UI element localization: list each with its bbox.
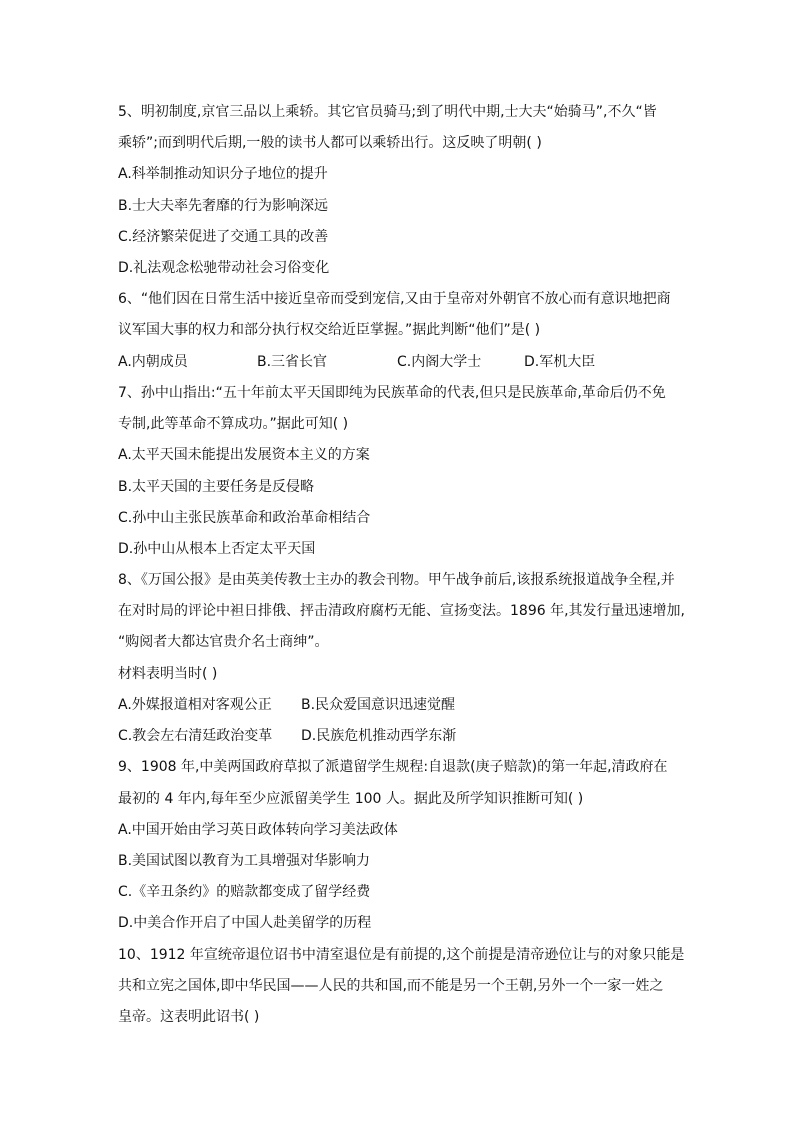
q6-option-c: C.内阁大学士 <box>397 354 482 370</box>
q5-option-d: D.礼法观念松驰带动社会习俗变化 <box>118 260 330 276</box>
q10-stem-line-3: 皇帝。这表明此诏书( ) <box>118 1009 260 1025</box>
q7-stem-line-2: 专制,此等革命不算成功。”据此可知( ) <box>118 416 349 432</box>
q8-option-d: D.民族危机推动西学东渐 <box>301 728 457 744</box>
q7-option-d: D.孙中山从根本上否定太平天国 <box>118 541 316 557</box>
q9-option-b: B.美国试图以教育为工具增强对华影响力 <box>118 853 371 869</box>
q6-option-b: B.三省长官 <box>257 354 328 370</box>
q10-stem-line-1: 10、1912 年宣统帝退位诏书中清室退位是有前提的,这个前提是清帝逊位让与的对象只能是 <box>118 947 685 963</box>
q8-stem-line-1: 8、《万国公报》是由英美传教士主办的教会刊物。甲午战争前后,该报系统报道战争全程,并 <box>118 572 675 588</box>
q6-stem-line-1: 6、“他们因在日常生活中接近皇帝而受到宠信,又由于皇帝对外朝官不放心而有意识地把商 <box>118 291 671 307</box>
q5-option-c: C.经济繁荣促进了交通工具的改善 <box>118 229 329 245</box>
q9-option-d: D.中美合作开启了中国人赴美留学的历程 <box>118 915 372 931</box>
q5-option-b: B.士大夫率先奢靡的行为影响深远 <box>118 198 329 214</box>
q7-option-b: B.太平天国的主要任务是反侵略 <box>118 479 315 495</box>
q8-option-c: C.教会左右清廷政治变革 <box>118 728 273 744</box>
q9-option-a: A.中国开始由学习英日政体转向学习美法政体 <box>118 822 398 838</box>
q9-stem-line-2: 最初的 4 年内,每年至少应派留美学生 100 人。据此及所学知识推断可知( ) <box>118 791 584 807</box>
q7-stem-line-1: 7、孙中山指出:“五十年前太平天国即纯为民族革命的代表,但只是民族革命,革命后仍不免 <box>118 385 666 401</box>
q8-option-a: A.外媒报道相对客观公正 <box>118 697 272 713</box>
q8-stem-line-3: “购阅者大都达官贵介名士商绅”。 <box>118 634 329 650</box>
q5-stem-line-1: 5、明初制度,京官三品以上乘轿。其它官员骑马;到了明代中期,士大夫“始骑马”,不久“皆 <box>118 104 657 120</box>
q7-option-c: C.孙中山主张民族革命和政治革命相结合 <box>118 510 371 526</box>
q8-stem-line-4: 材料表明当时( ) <box>118 666 218 682</box>
q6-stem-line-2: 议军国大事的权力和部分执行权交给近臣掌握。”据此判断“他们”是( ) <box>118 322 541 338</box>
q5-stem-line-2: 乘轿”;而到明代后期,一般的读书人都可以乘轿出行。这反映了明朝( ) <box>118 135 542 151</box>
q9-stem-line-1: 9、1908 年,中美两国政府草拟了派遣留学生规程:自退款(庚子赔款)的第一年起,清政府在 <box>118 759 668 775</box>
q7-option-a: A.太平天国未能提出发展资本主义的方案 <box>118 447 370 463</box>
q8-stem-line-2: 在对时局的评论中袒日排俄、抨击清政府腐朽无能、宣扬变法。1896 年,其发行量迅速增加, <box>118 603 685 619</box>
q6-option-a: A.内朝成员 <box>118 354 188 370</box>
q5-option-a: A.科举制推动知识分子地位的提升 <box>118 166 328 182</box>
q9-option-c: C.《辛丑条约》的赔款都变成了留学经费 <box>118 884 371 900</box>
q8-option-b: B.民众爱国意识迅速觉醒 <box>301 697 456 713</box>
q6-option-d: D.军机大臣 <box>524 354 596 370</box>
q10-stem-line-2: 共和立宪之国体,即中华民国——人民的共和国,而不能是另一个王朝,另外一个一家一姓之 <box>118 978 664 994</box>
